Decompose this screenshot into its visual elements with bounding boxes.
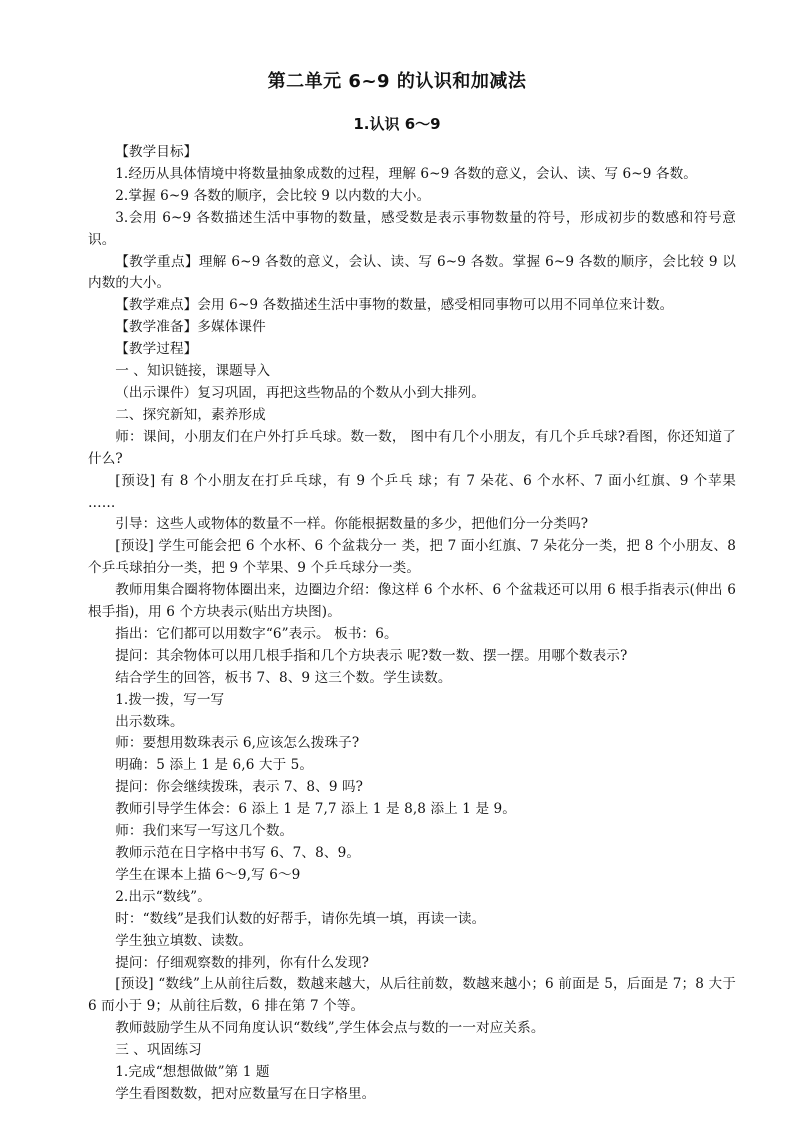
paragraph: 提问：其余物体可以用几根手指和几个方块表示 呢?数一数、摆一摆。用哪个数表示? [115,647,628,664]
paragraph: 提问：仔细观察数的排列，你有什么发现? [115,954,370,971]
paragraph: 2.出示“数线”。 [115,888,211,905]
paragraph: 提问：你会继续拨珠，表示 7、8、9 吗? [115,779,364,796]
paragraph: 【教学目标】 [115,144,198,160]
paragraph: 1.经历从具体情境中将数量抽象成数的过程，理解 6~9 各数的意义，会认、读、写 6~9 各数。 [115,165,697,182]
paragraph: 一 、知识链接，课题导入 [115,363,271,380]
paragraph: 【教学准备】多媒体课件 [115,319,266,336]
lesson-body [88,142,736,1106]
paragraph: 教师引导学生体会：6 添上 1 是 7,7 添上 1 是 8,8 添上 1 是 9。 [115,801,517,818]
paragraph: 【教学过程】 [115,341,198,358]
paragraph: 师：要想用数珠表示 6,应该怎么拨珠子? [115,735,360,752]
paragraph: 结合学生的回答，板书 7、8、9 这三个数。学生读数。 [115,669,452,686]
paragraph: 3.会用 6~9 各数描述生活中事物的数量，感受数是表示事物数量的符号，形成初步的数感和符号意识。 [88,209,736,248]
paragraph: 师：课间，小朋友们在户外打乒乓球。数一数， 图中有几个小朋友，有几个乒乓球?看图，你还知道了什么? [88,428,736,467]
lesson-title: 1.认识 6～9 [353,115,441,133]
paragraph: 【教学重点】理解 6~9 各数的意义，会认、读、写 6~9 各数。掌握 6~9 各数的顺序，会比较 9 以内数的大小。 [88,253,736,292]
paragraph: 【教学难点】会用 6~9 各数描述生活中事物的数量，感受相同事物可以用不同单位来计数。 [115,297,674,314]
paragraph: 学生在课本上描 6～9,写 6～9 [115,866,301,883]
paragraph: 引导：这些人或物体的数量不一样。你能根据数量的多少，把他们分一分类吗? [115,516,589,533]
paragraph: （出示课件）复习巩固，再把这些物品的个数从小到大排列。 [115,384,485,401]
paragraph: 三 、巩固练习 [115,1042,202,1059]
paragraph: [预设] 有 8 个小朋友在打乒乓球，有 9 个乒乓 球；有 7 朵花、6 个水杯、7 面小红旗、9 个苹果 …… [88,472,736,511]
paragraph: 明确：5 添上 1 是 6,6 大于 5。 [115,757,314,774]
paragraph: 时：“数线”是我们认数的好帮手，请你先填一填，再读一读。 [115,910,486,927]
paragraph: 出示数珠。 [115,713,184,730]
paragraph: 2.掌握 6~9 各数的顺序，会比较 9 以内数的大小。 [115,187,431,204]
paragraph: 学生独立填数、读数。 [115,932,253,949]
paragraph: [预设] “数线”上从前往后数，数越来越大，从后往前数，数越来越小；6 前面是 5，后面是 7；8 大于 6 而小于 9；从前往后数，6 排在第 7 个等。 [88,976,736,1015]
paragraph: 二、探究新知，素养形成 [115,406,266,423]
paragraph: 教师鼓励学生从不同角度认识“数线”,学生体会点与数的一一对应关系。 [115,1020,545,1037]
paragraph: 指出：它们都可以用数字“6”表示。 板书：6。 [115,625,398,642]
paragraph: 教师示范在日字格中书写 6、7、8、9。 [115,845,361,861]
paragraph: 学生看图数数，把对应数量写在日字格里。 [115,1085,376,1102]
paragraph: 1.完成“想想做做”第 1 题 [115,1064,270,1081]
paragraph: 教师用集合圈将物体圈出来，边圈边介绍：像这样 6 个水杯、6 个盆栽还可以用 6 根手指表示(伸出 6 根手指)，用 6 个方块表示(贴出方块图)。 [88,582,736,621]
paragraph: 1.拨一拨，写一写 [115,691,225,708]
unit-title: 第二单元 6~9 的认识和加减法 [267,71,527,92]
paragraph: [预设] 学生可能会把 6 个水杯、6 个盆栽分一 类，把 7 面小红旗、7 朵花分一类，把 8 个小朋友、8 个乒乓球拍分一类，把 9 个苹果、9 个乒乓球分一类。 [88,538,736,577]
paragraph: 师：我们来写一写这几个数。 [115,823,294,840]
